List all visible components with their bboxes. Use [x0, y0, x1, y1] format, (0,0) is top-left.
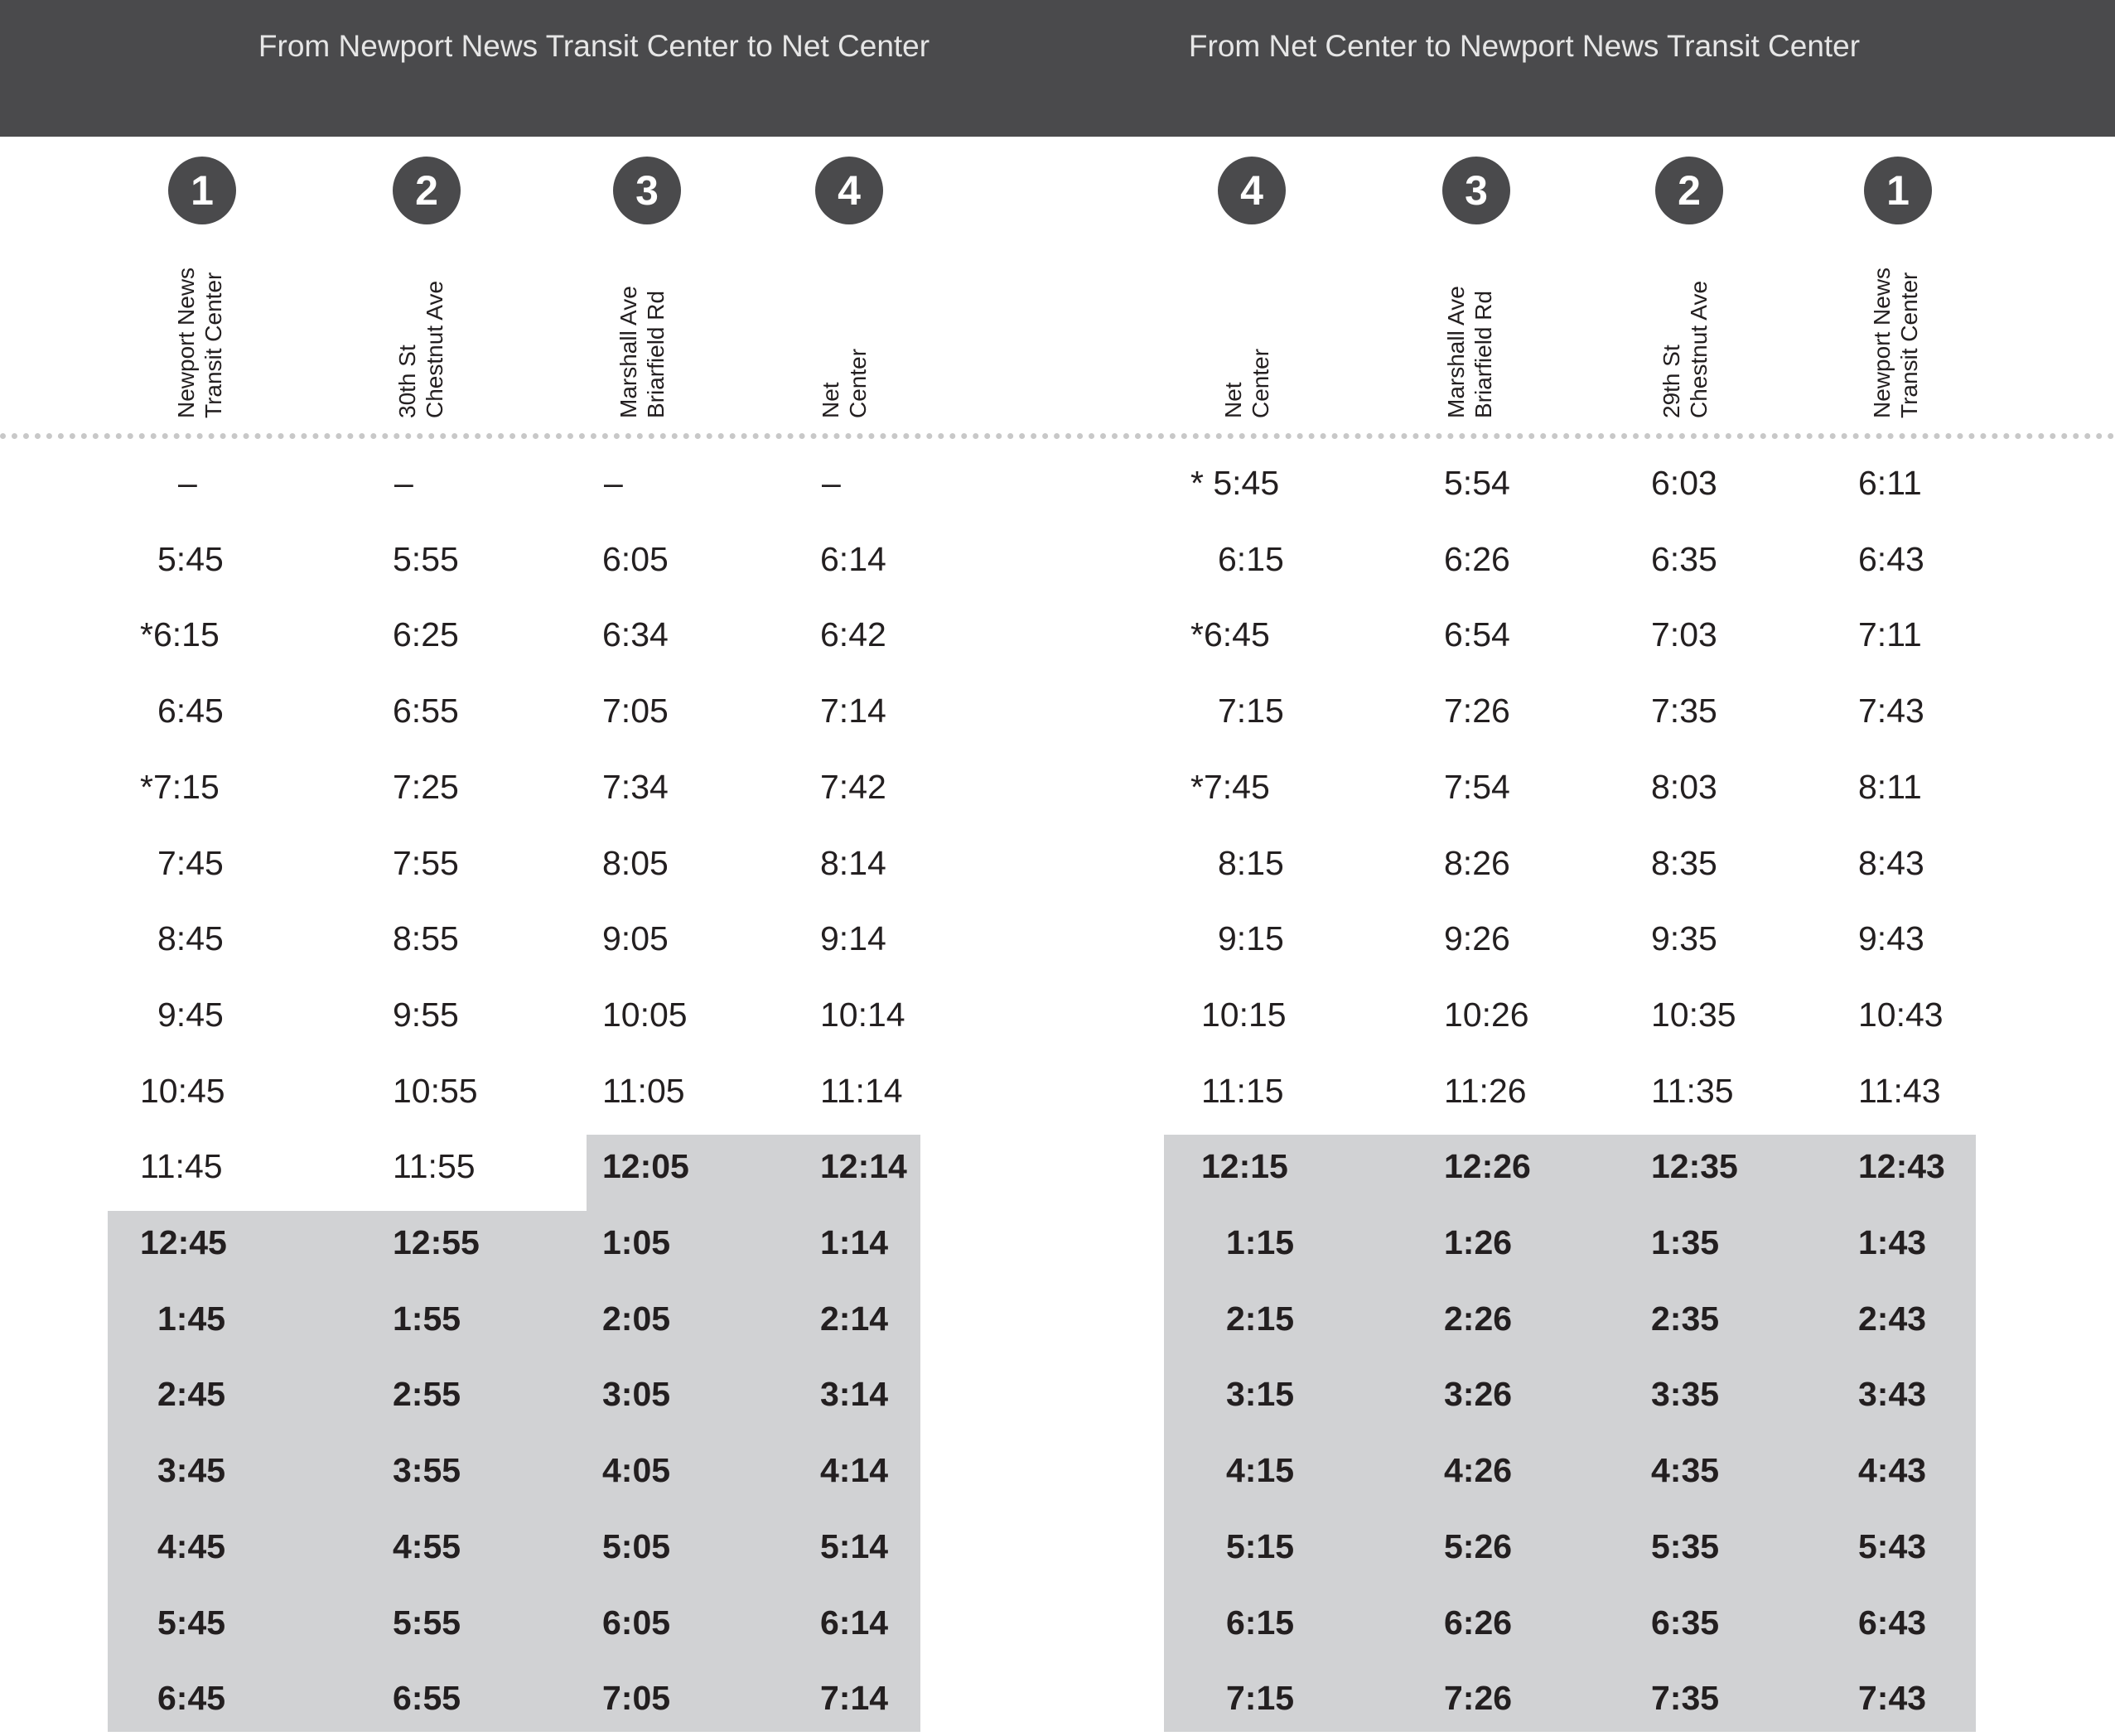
time-cell: 4:55: [393, 1526, 461, 1565]
time-cell: 2:26: [1444, 1299, 1513, 1338]
time-cell: 8:35: [1651, 843, 1717, 882]
time-cell: 5:43: [1858, 1526, 1927, 1565]
time-cell: 7:42: [820, 767, 886, 806]
time-cell: 6:05: [602, 539, 669, 578]
stop-name-line: Center: [845, 348, 871, 418]
time-cell: 6:42: [820, 615, 886, 654]
time-cell: 1:05: [602, 1223, 671, 1261]
time-cell: 7:35: [1651, 1679, 1720, 1718]
time-cell: 9:26: [1444, 919, 1510, 958]
time-cell: *6:45: [1190, 615, 1270, 654]
time-cell: 5:26: [1444, 1526, 1513, 1565]
time-cell: 12:05: [602, 1147, 689, 1186]
time-cell: 7:03: [1651, 615, 1717, 654]
time-cell: 7:11: [1858, 615, 1922, 654]
time-cell: 11:14: [820, 1071, 903, 1110]
time-cell: 7:05: [602, 1679, 671, 1718]
time-cell: 11:15: [1201, 1071, 1284, 1110]
time-cell: 3:26: [1444, 1375, 1513, 1414]
time-cell: 11:43: [1858, 1071, 1941, 1110]
time-cell: *7:45: [1190, 767, 1270, 806]
time-cell: 7:15: [1226, 1679, 1295, 1718]
time-cell: 10:45: [140, 1071, 225, 1110]
time-cell: 11:05: [602, 1071, 685, 1110]
stop-name-line: 29th St: [1659, 345, 1684, 418]
time-cell: 4:26: [1444, 1451, 1513, 1490]
time-cell: 6:34: [602, 615, 669, 654]
time-cell: 8:05: [602, 843, 669, 882]
header-divider: [0, 433, 2115, 439]
stop-badge: 3: [1442, 157, 1510, 224]
stop-name-line: Briarfield Rd: [1470, 290, 1496, 418]
stop-name-line: Marshall Ave: [1443, 286, 1469, 418]
time-cell: 9:35: [1651, 919, 1717, 958]
time-cell: 5:45: [157, 539, 224, 578]
stop-name: [615, 286, 669, 418]
time-cell: 10:05: [602, 995, 688, 1034]
time-cell: 12:26: [1444, 1147, 1531, 1186]
time-cell: 4:45: [157, 1526, 226, 1565]
time-cell: 1:26: [1444, 1223, 1513, 1261]
time-cell: *7:15: [140, 767, 220, 806]
time-cell: 7:45: [157, 843, 224, 882]
time-cell: 6:14: [820, 1603, 889, 1642]
time-cell: 6:14: [820, 539, 886, 578]
stop-name: [1868, 268, 1923, 418]
time-cell: 10:26: [1444, 995, 1529, 1034]
time-cell: 7:05: [602, 692, 669, 731]
time-cell: 7:35: [1651, 692, 1717, 731]
stop-badge: 4: [1218, 157, 1286, 224]
time-cell: 6:45: [157, 1679, 226, 1718]
time-cell: 5:05: [602, 1526, 671, 1565]
time-cell: 5:35: [1651, 1526, 1720, 1565]
time-cell: 4:05: [602, 1451, 671, 1490]
stop-name-line: Center: [1248, 348, 1273, 418]
stop-name: [394, 281, 448, 418]
stop-name-line: Transit Center: [200, 272, 226, 418]
time-cell: 4:15: [1226, 1451, 1295, 1490]
time-cell: * 5:45: [1190, 464, 1280, 502]
stop-name: [1219, 349, 1274, 418]
time-cell: 7:43: [1858, 1679, 1927, 1718]
time-cell: 11:45: [140, 1147, 223, 1186]
time-cell: 6:54: [1444, 615, 1510, 654]
time-cell: 12:14: [820, 1147, 907, 1186]
time-cell: 11:35: [1651, 1071, 1734, 1110]
time-cell: 3:45: [157, 1451, 226, 1490]
time-cell: *6:15: [140, 615, 220, 654]
time-cell: 7:14: [820, 692, 886, 731]
time-cell: 2:43: [1858, 1299, 1927, 1338]
time-cell: 12:15: [1201, 1147, 1288, 1186]
time-cell: 1:45: [157, 1299, 226, 1338]
time-cell: 3:43: [1858, 1375, 1927, 1414]
time-cell: 9:45: [157, 995, 224, 1034]
time-cell: 8:45: [157, 919, 224, 958]
time-cell: 6:26: [1444, 539, 1510, 578]
time-cell: 12:45: [140, 1223, 227, 1261]
time-cell: 6:11: [1858, 464, 1922, 502]
time-cell: 1:14: [820, 1223, 889, 1261]
time-cell: 9:14: [820, 919, 886, 958]
stop-name: [172, 268, 227, 418]
time-cell: 6:35: [1651, 1603, 1720, 1642]
time-cell: 5:45: [157, 1603, 226, 1642]
time-cell: 12:35: [1651, 1147, 1738, 1186]
time-cell: 4:14: [820, 1451, 889, 1490]
time-cell: 10:55: [393, 1071, 478, 1110]
time-cell: 2:35: [1651, 1299, 1720, 1338]
time-cell: 10:14: [820, 995, 905, 1034]
stop-badge: 1: [168, 157, 236, 224]
stop-badge: 1: [1864, 157, 1932, 224]
stop-name-line: Net: [1220, 382, 1246, 418]
time-cell: 7:34: [602, 767, 669, 806]
time-cell: –: [604, 464, 623, 502]
time-cell: 8:15: [1218, 843, 1284, 882]
time-cell: 7:43: [1858, 692, 1924, 731]
time-cell: 8:43: [1858, 843, 1924, 882]
time-cell: 9:05: [602, 919, 669, 958]
time-cell: 11:55: [393, 1147, 476, 1186]
time-cell: 5:54: [1444, 464, 1510, 502]
time-cell: 10:35: [1651, 995, 1736, 1034]
time-cell: 10:43: [1858, 995, 1944, 1034]
time-cell: 9:15: [1218, 919, 1284, 958]
time-cell: 1:15: [1226, 1223, 1295, 1261]
time-cell: 6:55: [393, 1679, 461, 1718]
stop-name-line: Newport News: [1869, 267, 1895, 418]
stop-name-line: Net: [818, 382, 843, 418]
time-cell: 5:14: [820, 1526, 889, 1565]
time-cell: 1:43: [1858, 1223, 1927, 1261]
time-cell: 2:55: [393, 1375, 461, 1414]
time-cell: 11:26: [1444, 1071, 1527, 1110]
time-cell: 3:15: [1226, 1375, 1295, 1414]
time-cell: 3:05: [602, 1375, 671, 1414]
time-cell: 4:43: [1858, 1451, 1927, 1490]
time-cell: 7:14: [820, 1679, 889, 1718]
header-bar: [0, 0, 2115, 137]
time-cell: 10:15: [1201, 995, 1287, 1034]
time-cell: 9:43: [1858, 919, 1924, 958]
time-cell: 8:55: [393, 919, 459, 958]
time-cell: 6:43: [1858, 539, 1924, 578]
time-cell: 6:26: [1444, 1603, 1513, 1642]
time-cell: –: [178, 464, 197, 502]
time-cell: 7:25: [393, 767, 459, 806]
time-cell: 6:15: [1226, 1603, 1295, 1642]
stop-name: [817, 349, 872, 418]
time-cell: 2:15: [1226, 1299, 1295, 1338]
time-cell: 2:14: [820, 1299, 889, 1338]
time-cell: –: [822, 464, 841, 502]
time-cell: 7:26: [1444, 692, 1510, 731]
time-cell: 3:55: [393, 1451, 461, 1490]
time-cell: 2:45: [157, 1375, 226, 1414]
time-cell: 6:05: [602, 1603, 671, 1642]
time-cell: 6:43: [1858, 1603, 1927, 1642]
time-cell: 5:55: [393, 539, 459, 578]
stop-badge: 3: [613, 157, 681, 224]
stop-badge: 2: [393, 157, 461, 224]
direction-title-outbound: From Newport News Transit Center to Net Center: [258, 29, 930, 63]
time-cell: 2:05: [602, 1299, 671, 1338]
time-cell: 6:35: [1651, 539, 1717, 578]
time-cell: 1:35: [1651, 1223, 1720, 1261]
stop-name: [1442, 286, 1497, 418]
time-cell: 8:14: [820, 843, 886, 882]
time-cell: 6:45: [157, 692, 224, 731]
time-cell: 6:15: [1218, 539, 1284, 578]
time-cell: 7:55: [393, 843, 459, 882]
stop-name-line: Chestnut Ave: [1686, 280, 1712, 418]
time-cell: 5:15: [1226, 1526, 1295, 1565]
time-cell: 4:35: [1651, 1451, 1720, 1490]
time-cell: 12:55: [393, 1223, 480, 1261]
time-cell: 8:11: [1858, 767, 1922, 806]
time-cell: 1:55: [393, 1299, 461, 1338]
stop-name: [1658, 281, 1712, 418]
stop-name-line: Chestnut Ave: [422, 280, 447, 418]
direction-title-inbound: From Net Center to Newport News Transit Center: [1188, 29, 1861, 63]
stop-name-line: Newport News: [173, 267, 199, 418]
time-cell: 3:35: [1651, 1375, 1720, 1414]
time-cell: 12:43: [1858, 1147, 1945, 1186]
time-cell: 6:55: [393, 692, 459, 731]
time-cell: 6:25: [393, 615, 459, 654]
stop-badge: 2: [1655, 157, 1723, 224]
stop-name-line: Marshall Ave: [616, 286, 641, 418]
pm-shade-outbound: [108, 1211, 920, 1732]
stop-name-line: 30th St: [394, 345, 420, 418]
time-cell: 6:03: [1651, 464, 1717, 502]
stop-name-line: Briarfield Rd: [643, 290, 669, 418]
stop-badge: 4: [815, 157, 883, 224]
time-cell: 7:54: [1444, 767, 1510, 806]
time-cell: –: [394, 464, 413, 502]
time-cell: 3:14: [820, 1375, 889, 1414]
time-cell: 8:26: [1444, 843, 1510, 882]
time-cell: 7:26: [1444, 1679, 1513, 1718]
time-cell: 7:15: [1218, 692, 1284, 731]
time-cell: 9:55: [393, 995, 459, 1034]
time-cell: 5:55: [393, 1603, 461, 1642]
time-cell: 8:03: [1651, 767, 1717, 806]
stop-name-line: Transit Center: [1896, 272, 1922, 418]
